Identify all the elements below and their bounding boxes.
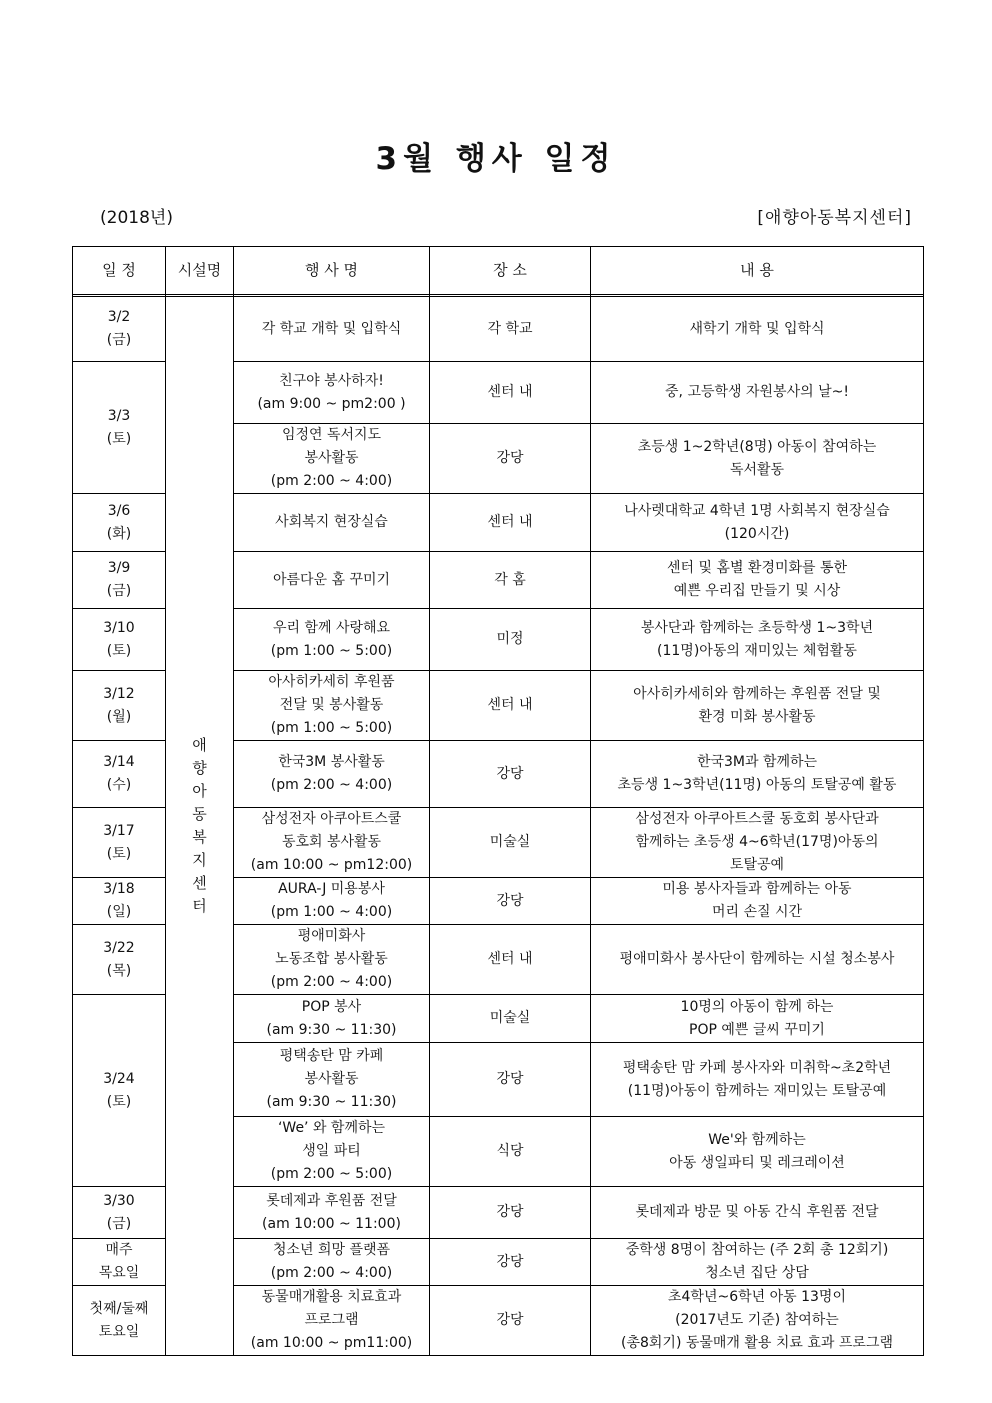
date-cell: 3/14 (수) xyxy=(73,741,166,808)
place-cell: 미술실 xyxy=(430,995,591,1043)
place-cell: 센터 내 xyxy=(430,494,591,552)
content-cell: 한국3M과 함께하는 초등생 1~3학년(11명) 아동의 토탈공예 활동 xyxy=(591,741,924,808)
year-label: (2018년) xyxy=(100,208,173,228)
date-cell: 3/10 (토) xyxy=(73,609,166,671)
place-cell: 강당 xyxy=(430,1187,591,1239)
place-cell: 강당 xyxy=(430,878,591,925)
header-place: 장 소 xyxy=(430,247,591,295)
date-cell: 3/2 (금) xyxy=(73,297,166,362)
place-cell: 강당 xyxy=(430,1043,591,1117)
event-cell: 삼성전자 아쿠아트스쿨 동호회 봉사활동 (am 10:00 ~ pm12:00) xyxy=(234,808,430,878)
date-cell: 첫째/둘째 토요일 xyxy=(73,1286,166,1356)
event-cell: 아름다운 홈 꾸미기 xyxy=(234,552,430,609)
facility-cell: 애 향 아 동 복 지 센 터 xyxy=(166,297,234,1356)
place-cell: 식당 xyxy=(430,1117,591,1187)
event-cell: 평택송탄 맘 카페 봉사활동 (am 9:30 ~ 11:30) xyxy=(234,1043,430,1117)
content-cell: 새학기 개학 및 입학식 xyxy=(591,297,924,362)
place-cell: 강당 xyxy=(430,424,591,494)
place-cell: 각 홈 xyxy=(430,552,591,609)
content-cell: 센터 및 홈별 환경미화를 통한 예쁜 우리집 만들기 및 시상 xyxy=(591,552,924,609)
event-cell: 청소년 희망 플랫폼 (pm 2:00 ~ 4:00) xyxy=(234,1239,430,1286)
date-cell: 3/12 (월) xyxy=(73,671,166,741)
date-cell: 매주 목요일 xyxy=(73,1239,166,1286)
event-cell: POP 봉사 (am 9:30 ~ 11:30) xyxy=(234,995,430,1043)
place-cell: 미술실 xyxy=(430,808,591,878)
event-cell: 동물매개활용 치료효과 프로그램 (am 10:00 ~ pm11:00) xyxy=(234,1286,430,1356)
event-cell: 사회복지 현장실습 xyxy=(234,494,430,552)
organization-label: [애향아동복지센터] xyxy=(757,208,912,228)
date-cell: 3/18 (일) xyxy=(73,878,166,925)
event-cell: 각 학교 개학 및 입학식 xyxy=(234,297,430,362)
table-row xyxy=(73,297,924,362)
content-cell: We'와 함께하는 아동 생일파티 및 레크레이션 xyxy=(591,1117,924,1187)
place-cell: 강당 xyxy=(430,741,591,808)
date-cell: 3/24 (토) xyxy=(73,995,166,1187)
header-date: 일 정 xyxy=(73,247,166,295)
event-cell: 아사히카세히 후원품 전달 및 봉사활동 (pm 1:00 ~ 5:00) xyxy=(234,671,430,741)
content-cell: 10명의 아동이 함께 하는 POP 예쁜 글씨 꾸미기 xyxy=(591,995,924,1043)
content-cell: 삼성전자 아쿠아트스쿨 동호회 봉사단과 함께하는 초등생 4~6학년(17명)아동의 토탈공예 xyxy=(591,808,924,878)
content-cell: 아사히카세히와 함께하는 후원품 전달 및 환경 미화 봉사활동 xyxy=(591,671,924,741)
place-cell: 강당 xyxy=(430,1286,591,1356)
place-cell: 센터 내 xyxy=(430,925,591,995)
event-cell: 친구야 봉사하자! (am 9:00 ~ pm2:00 ) xyxy=(234,362,430,424)
place-cell: 각 학교 xyxy=(430,297,591,362)
event-cell: 롯데제과 후원품 전달 (am 10:00 ~ 11:00) xyxy=(234,1187,430,1239)
place-cell: 센터 내 xyxy=(430,671,591,741)
event-cell: ‘We’ 와 함께하는 생일 파티 (pm 2:00 ~ 5:00) xyxy=(234,1117,430,1187)
date-cell: 3/3 (토) xyxy=(73,362,166,494)
date-cell: 3/6 (화) xyxy=(73,494,166,552)
event-cell: 한국3M 봉사활동 (pm 2:00 ~ 4:00) xyxy=(234,741,430,808)
header-facility: 시설명 xyxy=(166,247,234,295)
content-cell: 평애미화사 봉사단이 함께하는 시설 청소봉사 xyxy=(591,925,924,995)
event-cell: 임정연 독서지도 봉사활동 (pm 2:00 ~ 4:00) xyxy=(234,424,430,494)
header-event: 행 사 명 xyxy=(234,247,430,295)
content-cell: 롯데제과 방문 및 아동 간식 후원품 전달 xyxy=(591,1187,924,1239)
event-cell: 우리 함께 사랑해요 (pm 1:00 ~ 5:00) xyxy=(234,609,430,671)
date-cell: 3/22 (목) xyxy=(73,925,166,995)
content-cell: 중, 고등학생 자원봉사의 날~! xyxy=(591,362,924,424)
content-cell: 봉사단과 함께하는 초등학생 1~3학년 (11명)아동의 재미있는 체험활동 xyxy=(591,609,924,671)
header-row xyxy=(73,247,924,295)
event-cell: AURA-J 미용봉사 (pm 1:00 ~ 4:00) xyxy=(234,878,430,925)
date-cell: 3/17 (토) xyxy=(73,808,166,878)
content-cell: 나사렛대학교 4학년 1명 사회복지 현장실습 (120시간) xyxy=(591,494,924,552)
header-content: 내 용 xyxy=(591,247,924,295)
date-cell: 3/30 (금) xyxy=(73,1187,166,1239)
place-cell: 미정 xyxy=(430,609,591,671)
place-cell: 강당 xyxy=(430,1239,591,1286)
content-cell: 초등생 1~2학년(8명) 아동이 참여하는 독서활동 xyxy=(591,424,924,494)
schedule-table xyxy=(72,246,924,1356)
page-title: 3월 행사 일정 xyxy=(375,141,617,177)
date-cell: 3/9 (금) xyxy=(73,552,166,609)
content-cell: 평택송탄 맘 카페 봉사자와 미취학~초2학년 (11명)아동이 함께하는 재미있는 토탈공예 xyxy=(591,1043,924,1117)
content-cell: 중학생 8명이 참여하는 (주 2회 총 12회기) 청소년 집단 상담 xyxy=(591,1239,924,1286)
content-cell: 미용 봉사자들과 함께하는 아동 머리 손질 시간 xyxy=(591,878,924,925)
place-cell: 센터 내 xyxy=(430,362,591,424)
content-cell: 초4학년~6학년 아동 13명이 (2017년도 기준) 참여하는 (총8회기) 동물매개 활용 치료 효과 프로그램 xyxy=(591,1286,924,1356)
event-cell: 평애미화사 노동조합 봉사활동 (pm 2:00 ~ 4:00) xyxy=(234,925,430,995)
